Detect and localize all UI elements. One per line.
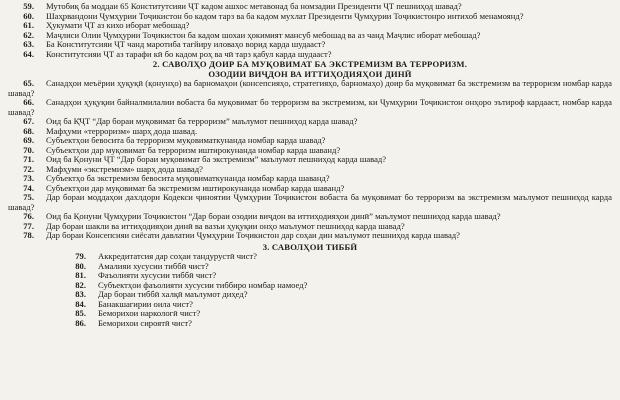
section2-heading-line1: 2. САВОЛҲО ДОИР БА МУҚОВИМАТ БА ЭКСТРЕМИЗМ ВА ТЕРРОРИЗМ. — [152, 59, 468, 69]
question-item: 67. Оид ба Қ̆ҶТ “Дар бораи муқовимат ба терроризм” маълумот пешниҳод карда шавад? — [23, 116, 358, 126]
question-item: 78. Дар бораи Консепсияи сиёсати давлатии Ҷумҳурии Тоҷикистон дар соҳаи дин маълумот пешниҳод карда шавад? — [23, 230, 460, 240]
question-item: 70. Субъектҳои дар муқовимат ба терроризм иштирокунанда номбар карда шаванд? — [23, 144, 341, 155]
question-item: 81. Фаъолияти хусусии тиббӣ чист? — [75, 270, 217, 280]
question-item: 71. Оид ба Қонуни ҶТ “Дар бораи муқовимат ба экстремизм” маълумот пешниҳод карда шавад? — [23, 154, 387, 164]
question-item: 77. Дар бораи шакли ва иттиҳодияҳои динӣ ва вазъи ҳуқуқии онҳо маълумот пешниҳод карда шавад? — [23, 220, 405, 231]
question-item: 74. Субъектҳои дар муқовимат ба экстремизм иштирокунанда номбар карда шаванд? — [23, 182, 345, 193]
question-item: 76. Оид ба Қонуни Ҷумҳурии Тоҷикистон “Дар бораи озодии виҷдон ва иттиҳодияҳои динӣ” маълумот пешниҳод карда шавад? — [23, 211, 501, 221]
question-item: 72. Мафҳуми «экстремизм» шарҳ дода шавад? — [23, 163, 203, 174]
question-item: 66. Санадҳои ҳуқуқии байналмилалии вобаста ба муқовимат бо терроризм ва экстремизм, ки Ҷумҳурии Тоҷикистон онҳоро эътироф кардааст, номбар карда шавад? — [8, 97, 612, 117]
question-item: 62. Маҷлиси Олии Ҷумҳурии Тоҷикистон ба кадом шохаи ҳокимият мансуб мебошад ва аз чанд Маҷлис иборат мебошад? — [23, 29, 481, 40]
question-item: 83. Дар бораи тиббӣ халқӣ маълумот диҳед? — [75, 289, 248, 299]
question-item: 65. Санадҳои меъёрии ҳуқуқӣ (қонунҳо) ва барномаҳои (консепсияҳо, стратегияҳо, барномаҳо) доир ба муқовимат ба экстремизм ва терроризм номбар карда шавад? — [8, 78, 612, 98]
section1-tail — [8, 2, 612, 59]
question-item: 61. Ҳукумати ҶТ аз кихо иборат мебошад? — [23, 20, 190, 30]
question-item: 68. Мафҳуми «терроризм» шарҳ дода шавад. — [23, 125, 198, 136]
question-item: 64. Конститутсияи ҶТ аз тарафи кӣ бо кадом роҳ ва чӣ тарз қабул карда шудааст? — [23, 48, 332, 59]
section2 — [8, 60, 612, 241]
question-item: 63. Ба Конститутсияи ҶТ чанд маротиба тағйиру иловаҳо ворид карда шудааст? — [23, 39, 326, 49]
question-item: 60. Шаҳрвандони Ҷумҳурии Тоҷикистон бо кадом тарз ва ба кадом мухлат Президенти Ҷумҳурии Тоҷикистонро интихоб менамоянд? — [23, 10, 524, 21]
question-item: 79. Аккредитатсия дар соҳаи тандурустӣ чист? — [75, 251, 258, 261]
question-item: 84. Банакшагирии оила чист? — [75, 298, 193, 309]
section3 — [8, 243, 612, 329]
section3-heading: 3. САВОЛҲОИ ТИББӢ — [262, 241, 358, 252]
question-item: 82. Субъектҳои фаъолияти хусусии тиббиро номбар намоед? — [75, 279, 308, 290]
question-item: 86. Беморихои сироятӣ чист? — [75, 317, 192, 328]
question-item: 73. Субъектҳо ба экстремизм бевосита муқовиматкунанда номбар карда шаванд? — [23, 173, 330, 183]
question-item: 69. Субъектҳои бевосита ба терроризм муқовиматкунанда номбар карда шавад? — [23, 135, 326, 145]
question-item: 85. Беморихои наркологӣ чист? — [75, 308, 201, 318]
question-item: 80. Амалияи хусусии тиббӣ чист? — [75, 260, 209, 271]
question-item: 75. Дар бораи моддаҳои дахлдори Кодекси ҷиноятии Ҷумҳурии Тоҷикистон вобаста ба муқовимат бо терроризм ва экстремизм маълумот пешниҳод карда шавад? — [8, 192, 612, 212]
question-item: 59. Мутобиқ ба моддаи 65 Конститутсияи ҶТ кадом ашхос метавонад ба номзадии Президенти ҶТ пешниҳод шавад? — [23, 1, 462, 11]
section2-heading-line2: ОЗОДИИ ВИҶДОН ВА ИТТИҲОДИЯҲОИ ДИНӢ — [208, 68, 412, 79]
